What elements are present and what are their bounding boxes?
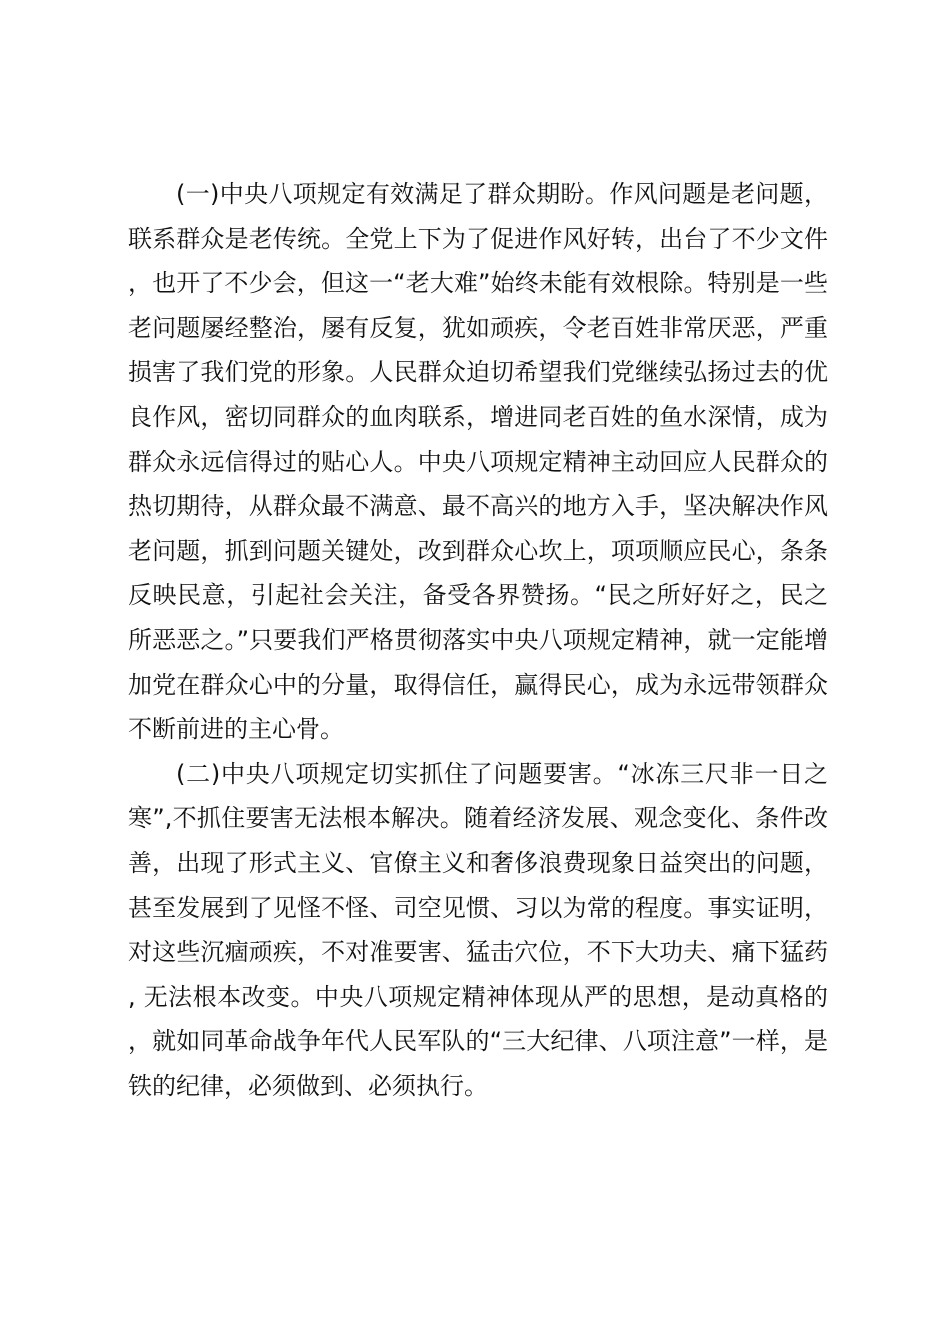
paragraph-2: (二)中央八项规定切实抓住了问题要害。“冰冻三尺非一日之寒”,不抓住要害无法根本解决。随着经济发展、观念变化、条件改善，出现了形式主义、官僚主义和奢侈浪费现象日益突出的问题，甚至发展到了见怪不怪、司空见惯、习以为常的程度。事实证明，对这些沉痼顽疾，不对准要害、猛击穴位，不下大功夫、痛下猛药, 无法根本改变。中央八项规定精神体现从严的思想，是动真格的，就如同革命战争年代人民军队的“三大纪律、八项注意”一样，是铁的纪律，必须做到、必须执行。 [128,759,828,1100]
paragraph-1: (一)中央八项规定有效满足了群众期盼。作风问题是老问题，联系群众是老传统。全党上下为了促进作风好转，出台了不少文件，也开了不少会，但这一“老大难”始终未能有效根除。特别是一些老问题屡经整治，屡有反复，犹如顽疾，令老百姓非常厌恶，严重损害了我们党的形象。人民群众迫切希望我们党继续弘扬过去的优良作风，密切同群众的血肉联系，增进同老百姓的鱼水深情，成为群众永远信得过的贴心人。中央八项规定精神主动回应人民群众的热切期待，从群众最不满意、最不高兴的地方入手，坚决解决作风老问题，抓到问题关键处，改到群众心坎上，项项顺应民心，条条反映民意，引起社会关注，备受各界赞扬。“民之所好好之，民之所恶恶之。”只要我们严格贯彻落实中央八项规定精神，就一定能增加党在群众心中的分量，取得信任，赢得民心，成为永远带领群众不断前进的主心骨。 [128,180,828,744]
document-page [128,172,828,1108]
